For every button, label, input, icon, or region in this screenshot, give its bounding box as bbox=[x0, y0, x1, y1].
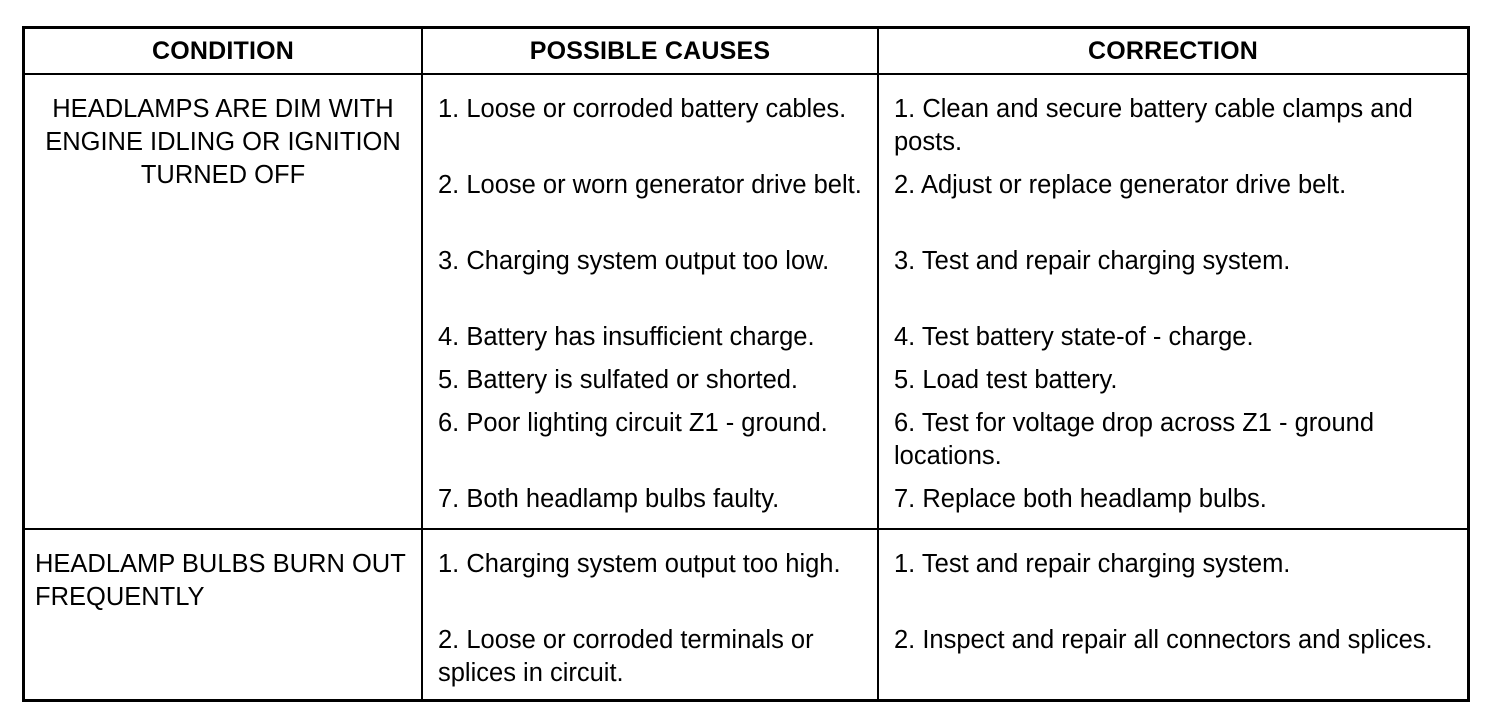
causes-list bbox=[423, 75, 877, 524]
correction-cell bbox=[878, 74, 1467, 529]
table-row bbox=[25, 74, 1467, 529]
correction-item: 2. Inspect and repair all connectors and splices. bbox=[894, 625, 1433, 654]
condition-text: HEADLAMP BULBS BURN OUT FREQUENTLY bbox=[35, 549, 406, 611]
cause-item: 6. Poor lighting circuit Z1 - ground. bbox=[438, 409, 828, 437]
header-condition: CONDITION bbox=[25, 29, 422, 74]
corrections-list bbox=[879, 530, 1467, 698]
cause-item: 1. Loose or corroded battery cables. bbox=[438, 95, 847, 123]
cause-item: 2. Loose or corroded terminals or splices in circuit. bbox=[438, 625, 814, 687]
causes-cell bbox=[422, 74, 878, 529]
corrections-list bbox=[879, 75, 1467, 524]
cause-item: 1. Charging system output too high. bbox=[438, 549, 841, 578]
correction-item: 1. Test and repair charging system. bbox=[894, 549, 1291, 578]
cause-item: 5. Battery is sulfated or shorted. bbox=[438, 366, 799, 394]
header-correction: CORRECTION bbox=[878, 29, 1467, 74]
cause-item: 2. Loose or worn generator drive belt. bbox=[438, 171, 862, 199]
condition-cell bbox=[25, 74, 422, 529]
diagnosis-table-grid bbox=[25, 29, 1467, 699]
causes-cell bbox=[422, 529, 878, 699]
correction-cell bbox=[878, 529, 1467, 699]
condition-cell bbox=[25, 529, 422, 699]
causes-list bbox=[423, 530, 877, 698]
table-row bbox=[25, 529, 1467, 699]
correction-item: 3. Test and repair charging system. bbox=[894, 247, 1291, 275]
header-row bbox=[25, 29, 1467, 74]
cause-item: 4. Battery has insufficient charge. bbox=[438, 323, 815, 351]
diagnosis-table bbox=[22, 26, 1470, 702]
cause-item: 3. Charging system output too low. bbox=[438, 247, 830, 275]
cause-item: 7. Both headlamp bulbs faulty. bbox=[438, 485, 780, 513]
header-possible-causes: POSSIBLE CAUSES bbox=[422, 29, 878, 74]
correction-item: 6. Test for voltage drop across Z1 - ground locations. bbox=[894, 409, 1375, 470]
correction-item: 2. Adjust or replace generator drive belt. bbox=[894, 171, 1347, 199]
correction-item: 4. Test battery state-of - charge. bbox=[894, 323, 1254, 351]
condition-text: HEADLAMPS ARE DIM WITH ENGINE IDLING OR IGNITION TURNED OFF bbox=[45, 95, 401, 189]
correction-item: 7. Replace both headlamp bulbs. bbox=[894, 485, 1267, 513]
correction-item: 1. Clean and secure battery cable clamps and posts. bbox=[894, 95, 1413, 156]
correction-item: 5. Load test battery. bbox=[894, 366, 1118, 394]
